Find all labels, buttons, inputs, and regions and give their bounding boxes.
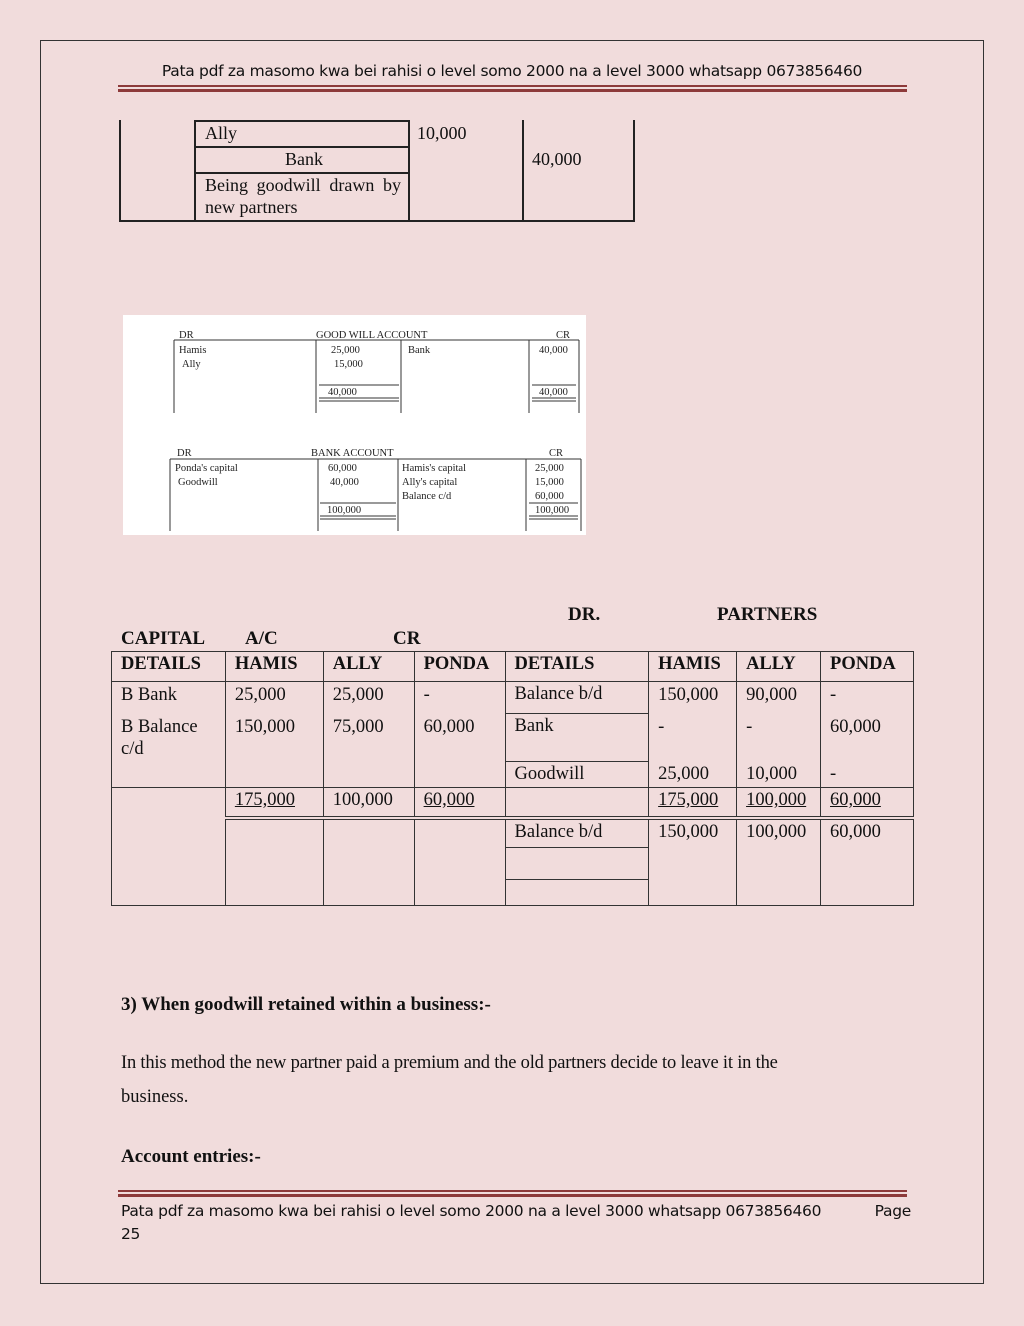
left-ponda-cell: - 60,000 [414,682,505,788]
journal-bank-cr: 40,000 [532,149,582,169]
col-hamis-l: HAMIS [225,652,323,682]
ledger-accounts-image [123,315,586,535]
bank-title: BANK ACCOUNT [311,448,394,459]
bank-dr-label: DR [177,448,192,459]
bank-ally-amt: 15,000 [535,477,564,488]
col-ponda-r: PONDA [821,652,914,682]
right-hamis-cell: 150,000 - 25,000 [649,682,737,788]
partners-capital-table [111,651,914,906]
bd-ally: 100,000 [737,818,821,906]
bank-ally: Ally's capital [402,477,458,488]
page-footer [121,1200,911,1246]
col-ponda-l: PONDA [414,652,505,682]
gw-bank: Bank [408,345,431,356]
col-ally-r: ALLY [737,652,821,682]
gw-hamis-amt: 25,000 [331,345,360,356]
gw-hamis: Hamis [179,345,207,356]
capital-cr-heading: CR [393,628,421,649]
footer-rule-thick [118,1194,907,1197]
col-details-l: DETAILS [112,652,226,682]
footer-rule [118,1190,907,1192]
right-details-goodwill: Goodwill [505,761,649,787]
gw-bank-amt: 40,000 [539,345,568,356]
right-details-bank: Bank [505,714,649,761]
total-right-hamis: 175,000 [649,788,737,818]
journal-ally-dr: 10,000 [417,123,467,143]
left-hamis-cell: 25,000 150,000 [225,682,323,788]
journal-fragment [119,120,635,222]
capital-heading: CAPITAL [121,628,206,649]
section-paragraph-line1: In this method the new partner paid a premium and the old partners decide to leave it in the [121,1053,778,1073]
bank-dr-total: 100,000 [327,505,362,516]
total-left-ally: 100,000 [323,788,414,818]
left-ally-cell: 25,000 75,000 [323,682,414,788]
table-header-row [112,652,914,682]
col-hamis-r: HAMIS [649,652,737,682]
page-header: Pata pdf za masomo kwa bei rahisi o level somo 2000 na a level 3000 whatsapp 0673856460 [161,62,863,80]
left-details-balance: B Balance c/d [121,717,198,759]
page-number: 25 [121,1225,141,1243]
bank-ponda-amt: 60,000 [328,463,357,474]
header-rule-thick [118,89,907,92]
col-details-r: DETAILS [505,652,649,682]
gw-dr-label: DR [179,330,194,341]
journal-narration: Being goodwill drawn by new partners [205,175,401,217]
gw-cr-label: CR [556,330,571,341]
header-rule [118,85,907,87]
bank-goodwill: Goodwill [178,477,218,488]
left-details-cell [112,682,226,788]
bd-hamis: 150,000 [649,818,737,906]
total-left-hamis: 175,000 [225,788,323,818]
bd-details: Balance b/d [505,818,649,848]
totals-row [112,788,914,818]
left-details-bank: B Bank [121,685,178,705]
section-heading: 3) When goodwill retained within a business:- [121,994,491,1015]
capital-partners-heading: PARTNERS [717,604,818,625]
right-ally-cell: 90,000 - 10,000 [737,682,821,788]
bank-balance: Balance c/d [402,491,452,502]
right-ponda-cell: - 60,000 - [821,682,914,788]
gw-title: GOOD WILL ACCOUNT [316,330,428,341]
journal-ally: Ally [205,123,238,143]
bank-goodwill-amt: 40,000 [330,477,359,488]
section-paragraph-line2: business. [121,1087,189,1107]
capital-ac-heading: A/C [245,628,278,649]
gw-dr-total: 40,000 [328,387,357,398]
gw-ally-amt: 15,000 [334,359,363,370]
total-right-ponda: 60,000 [821,788,914,818]
bank-balance-amt: 60,000 [535,491,564,502]
bank-cr-label: CR [549,448,564,459]
bank-hamis: Hamis's capital [402,463,466,474]
bd-ponda: 60,000 [821,818,914,906]
table-row [112,682,914,714]
bank-hamis-amt: 25,000 [535,463,564,474]
footer-page-label: Page [874,1202,911,1220]
capital-dr-heading: DR. [568,604,601,625]
table-row [112,818,914,848]
account-entries-heading: Account entries:- [121,1146,261,1167]
gw-ally: Ally [182,359,201,370]
right-details-balance: Balance b/d [505,682,649,714]
bank-ponda: Ponda's capital [175,463,238,474]
gw-cr-total: 40,000 [539,387,568,398]
footer-text: Pata pdf za masomo kwa bei rahisi o level somo 2000 na a level 3000 whatsapp 0673856460 [121,1202,822,1220]
total-right-ally: 100,000 [737,788,821,818]
bank-cr-total: 100,000 [535,505,570,516]
journal-bank: Bank [285,149,323,169]
col-ally-l: ALLY [323,652,414,682]
total-left-ponda: 60,000 [414,788,505,818]
